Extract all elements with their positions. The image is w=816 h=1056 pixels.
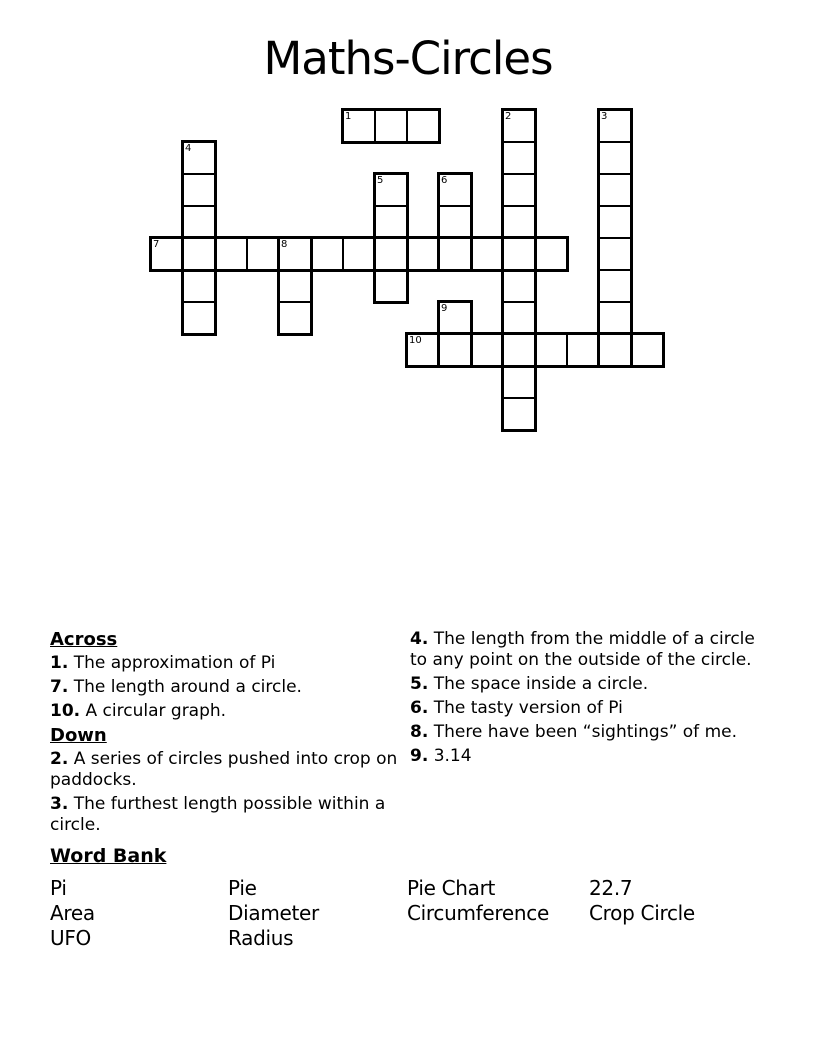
crossword-clue-number: 7	[153, 239, 160, 250]
clue-item: 9. 3.14	[410, 746, 472, 766]
clue-list-heading: Across	[50, 629, 118, 650]
crossword-cell[interactable]	[534, 333, 568, 367]
crossword-cell[interactable]	[598, 333, 632, 367]
word-bank-word: Pie Chart	[407, 876, 496, 900]
word-bank-word: 22.7	[589, 876, 633, 900]
crossword-cell[interactable]	[342, 237, 376, 271]
clue-number: 1.	[50, 653, 69, 673]
crossword-cell[interactable]	[278, 301, 312, 335]
clue-item: 10. A circular graph.	[50, 701, 227, 721]
crossword-clue-number: 3	[601, 111, 608, 122]
clue-item: 6. The tasty version of Pi	[410, 698, 623, 718]
crossword-cell[interactable]	[246, 237, 280, 271]
crossword-cell[interactable]	[438, 205, 472, 239]
crossword-cell[interactable]	[150, 237, 184, 271]
clue-number: 6.	[410, 698, 429, 718]
clue-number: 8.	[410, 722, 429, 742]
word-bank-word: Pi	[50, 876, 67, 900]
crossword-cell[interactable]	[502, 301, 536, 335]
crossword-cell[interactable]	[598, 109, 632, 143]
clues-right-column	[410, 629, 776, 839]
crossword-clue-number: 4	[185, 143, 192, 154]
crossword-cell[interactable]	[438, 173, 472, 207]
crossword-clue-number: 10	[409, 335, 422, 346]
crossword-cell[interactable]	[374, 173, 408, 207]
word-bank-section	[50, 844, 770, 951]
word-bank-heading: Word Bank	[50, 845, 167, 867]
crossword-cell[interactable]	[630, 333, 664, 367]
crossword-cell[interactable]	[278, 269, 312, 303]
crossword-cell[interactable]	[438, 237, 472, 271]
word-bank-word: Crop Circle	[589, 901, 695, 925]
crossword-cell[interactable]	[406, 237, 440, 271]
crossword-cell[interactable]	[406, 333, 440, 367]
clue-item: 2. A series of circles pushed into crop on paddocks.	[50, 749, 398, 790]
crossword-cell[interactable]	[502, 205, 536, 239]
word-bank-word: Diameter	[228, 901, 319, 925]
crossword-cell[interactable]	[374, 109, 408, 143]
crossword-clue-number: 9	[441, 303, 448, 314]
crossword-cell[interactable]	[182, 173, 216, 207]
crossword-cell[interactable]	[406, 109, 440, 143]
crossword-cell[interactable]	[502, 173, 536, 207]
crossword-cell[interactable]	[342, 109, 376, 143]
clue-item: 3. The furthest length possible within a circle.	[50, 794, 386, 835]
clue-item: 8. There have been “sightings” of me.	[410, 722, 737, 742]
crossword-cell[interactable]	[374, 237, 408, 271]
crossword-clue-number: 5	[377, 175, 384, 186]
clue-number: 5.	[410, 674, 429, 694]
word-bank-word	[407, 926, 589, 951]
clue-item: 5. The space inside a circle.	[410, 674, 649, 694]
page-title: Maths-Circles	[263, 32, 553, 85]
crossword-cell[interactable]	[182, 301, 216, 335]
crossword-cell[interactable]	[566, 333, 600, 367]
word-bank-word: Area	[50, 901, 95, 925]
crossword-clue-number: 2	[505, 111, 512, 122]
clue-item: 7. The length around a circle.	[50, 677, 302, 697]
crossword-cell[interactable]	[502, 333, 536, 367]
crossword-cell[interactable]	[598, 237, 632, 271]
clue-item: 1. The approximation of Pi	[50, 653, 276, 673]
word-bank-word: Pie	[228, 876, 257, 900]
word-bank-word: Radius	[228, 926, 294, 950]
crossword-clue-number: 6	[441, 175, 448, 186]
word-bank-grid	[50, 876, 770, 951]
crossword-clue-number: 1	[345, 111, 352, 122]
crossword-cell[interactable]	[502, 237, 536, 271]
clue-number: 4.	[410, 629, 429, 649]
crossword-cell[interactable]	[598, 205, 632, 239]
crossword-cell[interactable]	[534, 237, 568, 271]
crossword-cell[interactable]	[598, 301, 632, 335]
crossword-cell[interactable]	[310, 237, 344, 271]
clue-number: 7.	[50, 677, 69, 697]
crossword-cell[interactable]	[374, 205, 408, 239]
crossword-cell[interactable]	[502, 397, 536, 431]
clue-list-heading: Down	[50, 725, 107, 746]
clue-number: 10.	[50, 701, 81, 721]
crossword-cell[interactable]	[182, 205, 216, 239]
crossword-cell[interactable]	[182, 141, 216, 175]
crossword-grid	[151, 110, 665, 432]
clues-left-column	[50, 629, 402, 839]
clue-number: 9.	[410, 746, 429, 766]
crossword-cell[interactable]	[470, 333, 504, 367]
crossword-cell[interactable]	[502, 365, 536, 399]
crossword-cell[interactable]	[182, 269, 216, 303]
clue-number: 3.	[50, 794, 69, 814]
crossword-cell[interactable]	[214, 237, 248, 271]
crossword-cell[interactable]	[470, 237, 504, 271]
clue-item: 4. The length from the middle of a circle to any point on the outside of the circle.	[410, 629, 755, 670]
crossword-cell[interactable]	[598, 173, 632, 207]
crossword-cell[interactable]	[438, 333, 472, 367]
word-bank-word: Circumference	[407, 901, 549, 925]
crossword-cell[interactable]	[598, 269, 632, 303]
word-bank-word	[589, 926, 770, 951]
crossword-cell[interactable]	[502, 109, 536, 143]
word-bank-word: UFO	[50, 926, 91, 950]
crossword-cell[interactable]	[374, 269, 408, 303]
clue-number: 2.	[50, 749, 69, 769]
clues-section	[50, 629, 776, 839]
crossword-clue-number: 8	[281, 239, 288, 250]
crossword-cell[interactable]	[182, 237, 216, 271]
crossword-cell[interactable]	[598, 141, 632, 175]
crossword-cell[interactable]	[278, 237, 312, 271]
crossword-cell[interactable]	[502, 269, 536, 303]
crossword-cell[interactable]	[502, 141, 536, 175]
crossword-cell[interactable]	[438, 301, 472, 335]
